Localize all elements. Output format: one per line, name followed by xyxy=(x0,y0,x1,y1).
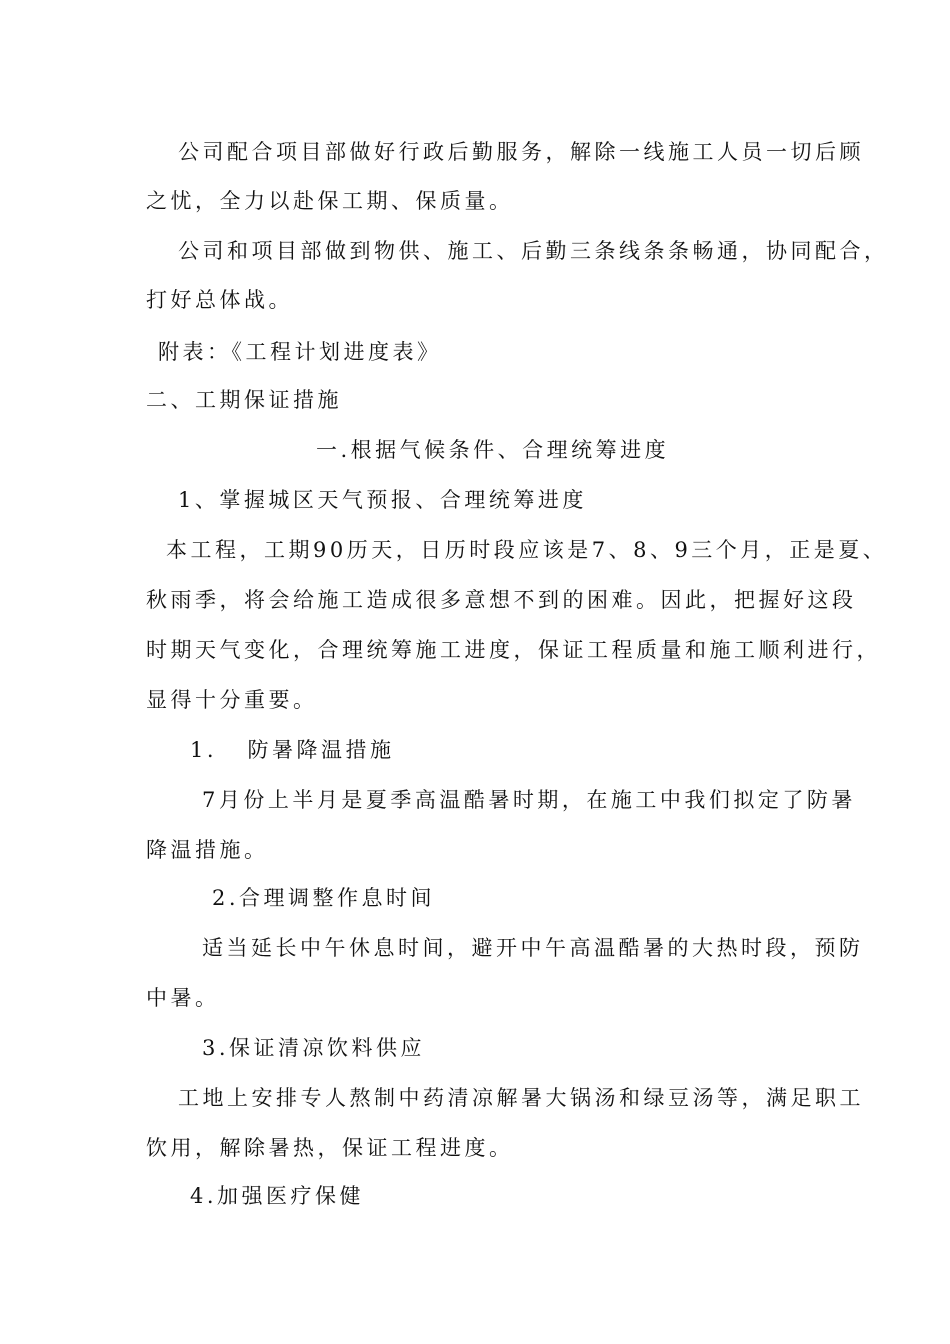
paragraph-line: 本工程，工期90历天，日历时段应该是7、8、9三个月，正是夏、 xyxy=(166,538,888,562)
item-heading: 4.加强医疗保健 xyxy=(190,1184,365,1208)
item-heading: 1、掌握城区天气预报、合理统筹进度 xyxy=(178,488,587,512)
subsection-heading: 一.根据气候条件、合理统筹进度 xyxy=(316,438,670,462)
paragraph-line: 适当延长中午休息时间，避开中午高温酷暑的大热时段，预防 xyxy=(202,936,864,960)
item-heading: 2.合理调整作息时间 xyxy=(212,886,436,910)
paragraph-line: 公司配合项目部做好行政后勤服务，解除一线施工人员一切后顾 xyxy=(178,140,864,164)
paragraph-line: 之忧，全力以赴保工期、保质量。 xyxy=(146,189,514,213)
paragraph-line: 打好总体战。 xyxy=(146,288,293,312)
paragraph-line: 公司和项目部做到物供、施工、后勤三条线条条畅通，协同配合， xyxy=(178,239,889,263)
paragraph-line: 降温措施。 xyxy=(146,838,269,862)
paragraph-line: 秋雨季，将会给施工造成很多意想不到的困难。因此，把握好这段 xyxy=(146,588,857,612)
item-heading: 3.保证清凉饮料供应 xyxy=(202,1036,426,1060)
paragraph-line: 中暑。 xyxy=(146,986,220,1010)
item-heading: 1. 防暑降温措施 xyxy=(190,738,395,762)
paragraph-line: 时期天气变化，合理统筹施工进度，保证工程质量和施工顺利进行， xyxy=(146,638,881,662)
paragraph-line: 7月份上半月是夏季高温酷暑时期，在施工中我们拟定了防暑 xyxy=(202,788,856,812)
appendix-note: 附表：《工程计划进度表》 xyxy=(158,340,442,364)
section-heading: 二、工期保证措施 xyxy=(146,388,342,412)
paragraph-line: 饮用，解除暑热，保证工程进度。 xyxy=(146,1136,514,1160)
paragraph-line: 显得十分重要。 xyxy=(146,688,318,712)
paragraph-line: 工地上安排专人熬制中药清凉解暑大锅汤和绿豆汤等，满足职工 xyxy=(178,1086,864,1110)
